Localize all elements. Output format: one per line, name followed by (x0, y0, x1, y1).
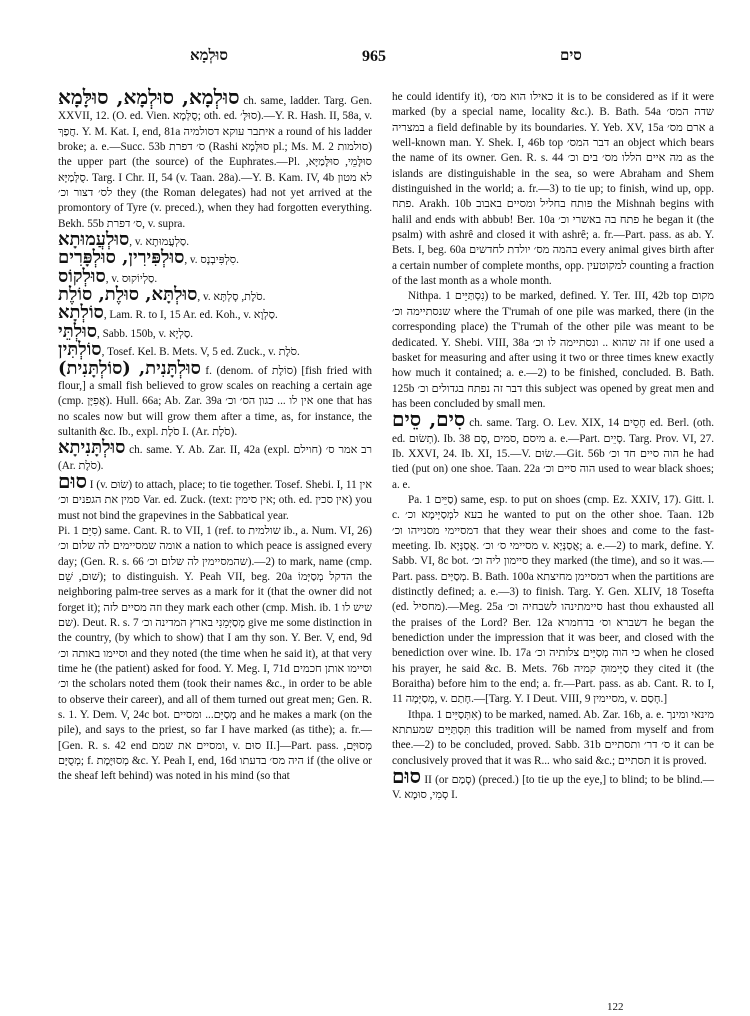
dictionary-entry (58, 357, 372, 441)
entry-body: Ithpa. אִתְּסַיֵּים 1) to be marked, named. Ab. Zar. 16b, a. e. מינאי ומינך תִּסְתַּיֵּים שמעתתא this tradition will be named from myself and from thee.—2) to be concluded, proved. Sabb. 31b ס׳ דר׳ ותסתיים it can be conclusively proved that it was R... who said &c.; תסתיים it is proved. (392, 708, 714, 767)
entry-headword: סוּלְתָּנִית, (סוֹלְתָּנִית) (58, 357, 201, 379)
entry-headword: סוֹלְתָא (58, 302, 104, 324)
dictionary-entry (58, 524, 372, 785)
page-number: 965 (362, 48, 386, 65)
entry-body: f. (denom. of סוֹלֶת) [fish fried with flour,] a small fish believed to grow scales on reaching a certain age (cmp. אֲפִיָּן). Hull. 66a; Ab. Zar. 39a אין לו ... כגון הס׳ וכ׳ one that has no scales now but will grow them after a time, as, for instance, the sultanith &c. Ib., expl. סֹלֶת I. (Ar. סֹלֶת). (58, 364, 372, 438)
running-header (40, 18, 710, 65)
dictionary-entry (392, 90, 714, 289)
entry-headword: סוּם (392, 764, 421, 789)
entry-body: , Sabb. 150b, v. סַלְיָא. (96, 327, 194, 340)
entry-body: ch. same, ladder. Targ. Gen. XXVII, 12. (O. ed. Vien. סֻלְּמָא; oth. ed. סוּלָּ׳).—Y. R. Hash. II, 58a, v. חֲפַךְ. Y. M. Kat. I, end, 81a איתבר עוקא דסולמיה a round of his ladder broke; a. e.—Succ. 53b ס׳ דפרת (Rashi סוּלְּמָא pl.; Ms. M. 2 סולמות) the upper part (the source) of the Euphrates.—Pl. סוּלָּמֵי, סוּלָּמַיָּא, סֻלְּמַיָּא. Targ. I Chr. II, 54 (v. Taan. 28a).—Y. B. Kam. IV, 4b לא מטון לס׳ דצור וכ׳ they (the Roman delegates) had not yet arrived at the promontory of Tyre (v. preced.), when they had forgotten everything. Bekh. 55b ס׳ דפרת, v. supra. (58, 95, 373, 230)
left-running-headword: סוּלְמָא (190, 48, 228, 64)
entry-body: he could identify it), כאילו הוא מס׳ it is to be considered as if it were marked (by a special name, locality &c.). B. Bath. 54a שדה המס׳ במצריה a field definable by its boundaries. Y. Yeb. XV, 15a ארם מס׳ a well-known man. Y. Shek. I, 46b top דבר המס׳ an object which bears the name of its owner. Gen. R. s. 44 מה איים הללו מס׳ בים וכ׳ as the islands are distinguishable in the sea, so were Abraham and Shem distinguished in the world; a. fr.—3) to tie up; to finish, wind up, opp. פתח. Arakh. 10b פותח בחליל ומסיים באבוב the Mishnah begins with halil and ends with abbub! Ber. 10a פתח בה באשרי וכ׳ he began it (the psalm) with ashrê and closed it with ashrê; a. fr.—Part. pass. as ab. Y. Bets. I, beg. 60a בהמה מס׳ יולדת לחדשים every animal gives birth after a certain number of complete months, opp. למקוטעין counting a fraction of the last month as a whole month. (392, 91, 714, 288)
entry-headword: סוּם (58, 468, 87, 493)
dictionary-entry (58, 320, 372, 342)
dictionary-entry (58, 468, 372, 524)
entry-body: Pa. סַיֵּים 1) same, esp. to put on shoes (cmp. Ez. XXIV, 17). Gitt. l. c. בעא למְסַיְּימָא וכ׳ he wanted to put on the other shoe. Taan. 12b דמסיימי מסנייהו וכ׳ that they wear their shoes and come to the fast-meeting. Ib. מסיימי ס׳ וכ׳ .אֲסַנְּיָא v. אֲסַנְּיָא; a. e.—2) to mark, define. Y. Sabb. VI, 8c bot. סיימון ליה וכ׳ they marked (the time), and so it was.—Part. pass. מְסַיַּים. B. Bath. 100a דמסיימן מחיצתא when the partitions are distinctly defined; a. e.—3) to finish. Targ. Y. Gen. XLIV, 18 Tosefta (ed. מחסיל).—Meg. 25a סיימתינהו לשבחיה וכ׳ hast thou exhausted all the praises of the Lord? Ber. 12a דשברא וס׳ בדחמרא he began the benediction under the impression that it was beer, and closed with the benediction over wine. Ib. 17a כי הוה מְסַיֵּים צלותיה וכ׳ when he closed his prayer, he said &c. B. Mets. 76b סַיְּימוּהָ קמיה they cited it (the Boraitha) before him to the end; a. fr.—Part. pass. as ab. Cant. R. to I, 11 מְסַיְּמָה, v. חָתַם.—[Targ. Y. I Deut. VIII, 9 מסיימין, v. חָסַם.] (392, 493, 715, 706)
right-running-headword: סים (560, 48, 582, 64)
dictionary-entry (58, 302, 372, 324)
dictionary-entry (58, 284, 372, 306)
right-column (392, 90, 714, 804)
entry-headword: סוּלְתֵּי (58, 320, 97, 342)
entry-headword: סוֹלְתִּין (58, 339, 102, 361)
dictionary-entry (392, 764, 714, 804)
entry-body: , v. סַלְעֲמוּתָא. (129, 236, 190, 249)
entry-headword: סוּלְקוֹס (58, 265, 106, 287)
entry-headword: סוּלְמָא, סוּלְמָא, סוּלָּמָא (58, 85, 240, 109)
entry-headword: סִים, סֵים (392, 407, 466, 432)
entry-body: , Lam. R. to I, 15 Ar. ed. Koh., v. סַלְוָא. (103, 309, 278, 322)
dictionary-entry (392, 289, 714, 412)
dictionary-entry (58, 85, 373, 232)
entry-headword: סוּלְתָּא, סוּלֶת, סוֹלֶת (58, 284, 198, 306)
dictionary-entry (392, 407, 715, 493)
entry-body: Pi. סִיֵּם 1) same. Cant. R. to VII, 1 (ref. to שולמית ib., a. Num. VI, 26) אומה שמסיימים לה שלום וכ׳ a nation to which peace is assigned every day; (Gen. R. s. 66 שהמסיימין לה שלום וכ׳).—2) to mark, name (cmp. שׁוּם, שֵׁם); to distinguish. Y. Peah VII, beg. 20a הדקל מְסַיְּמוֹ the neighboring palm-tree serves as a mark for it (that the owner did not forget it); וזה מסיים לזה they mark each other (cmp. Mish. ib. 1 שיש לו שם). Deut. R. s. 7 מְסַיְּמֵנִי בארץ המדינה וכ׳ give me some distinction in the country, (by which to show) that I am thy son. Y. Ber. V, end, 9d וסיימו באותה וכ׳ and they noted (the time when he said it), at that very time he (the patient) asked for food. Y. Meg. I, 71d וסיימו אותן חכמים וכ׳ the scholars noted them (took their names &c., in order to be able to observe their career), and all of them turned out great men; Gen. R. s. 1. Y. Dem. V, 24c bot. מְסַיֵּם... ומסיים and he makes a mark (on the pile), and says to the priest, so far I have marked (as tithe); a. fr.—[Gen. R. s. 42 end ומסיים את שמם, v. סוּם II.]—Part. pass. מְסוּיָּם, מְסֻיָּם; f. מְסוּיֶּמֶת &c. Y. Peah I, end, 16d היה מס׳ בדעתו if (the olive or the sheaf left behind) was noted in his mind (so that (58, 524, 373, 783)
signature-number: 122 (607, 1001, 624, 1013)
left-column (58, 85, 373, 785)
dictionary-entry (392, 708, 714, 769)
entry-body: ch. same. Targ. O. Lev. XIX, 14 חָסֵים ed. Berl. (oth. ed. תְשׂוּם). Ib. 38 מיסם ,סמים ,סָם a. e.—Part. סָיֵים. Targ. Prov. VI, 27. Ib. XXVI, 24. Ib. XI, 15.—V. שׂוּם.—Git. 56b הוה סיים חד וכ׳ he had tied (put on) one shoe. Taan. 22a הוה סיים וכ׳ used to wear black shoes; a. e. (392, 417, 715, 491)
entry-headword: סוּלְתָּנִיתָא (58, 437, 126, 459)
entry-body: ch. same. Y. Ab. Zar. II, 42a (expl. חוילם) רב אמר ס׳ (Ar. סֹלֶת). (58, 444, 372, 472)
entry-body: , Tosef. Kel. B. Mets. V, 5 ed. Zuck., v. סֹלֶת. (101, 346, 300, 359)
dictionary-entry (58, 437, 372, 474)
entry-body: , v. סַלְיוֹקוּס. (105, 272, 158, 285)
entry-body: I (v. שׂוּם) to attach, place; to tie together. Tosef. Shebi. I, 11 אין סמין את הגפנים וכ׳ Var. ed. Zuck. (text: אין סימין; oth. ed. אין סכין) you must not bind the grapevines in the Sabbatical year. (58, 478, 372, 522)
entry-body: , v. סֹלֶת, סָלְתָּא. (197, 291, 266, 304)
entry-body: II (or סָמַם) (preced.) [to tie up the eye,] to blind; to be blind.—V. סְמִי, סוּמָא I. (392, 774, 714, 802)
entry-headword: סוּלְעֲמוּתָא (58, 229, 130, 251)
dictionary-entry (392, 493, 714, 708)
entry-body: , v. סִלְפִּיבְנָס. (184, 254, 239, 267)
entry-headword: סוּלְפִּירִין, סוּלְפָּרִים (58, 247, 185, 269)
entry-body: Nithpa. נִסְתַּיֵּים 1) to be marked, defined. Y. Ter. III, 42b top מקום שנסתיימה וכ׳ where the T'rumah of one pile was marked, there (in the corresponding place) the T'rumah of the other pile was meant to be dedicated. Y. Shebi. VIII, 38a זה שהוא .. ונסתיימה לו וכ׳ if one used a basket for measuring and after using it two or three times knew exactly how much it contained; a. e.—2) to be finished, concluded. B. Bath. 125b דבר זה נפתח בגדולים וכ׳ this subject was opened by great men and has been concluded by small men. (392, 290, 715, 410)
